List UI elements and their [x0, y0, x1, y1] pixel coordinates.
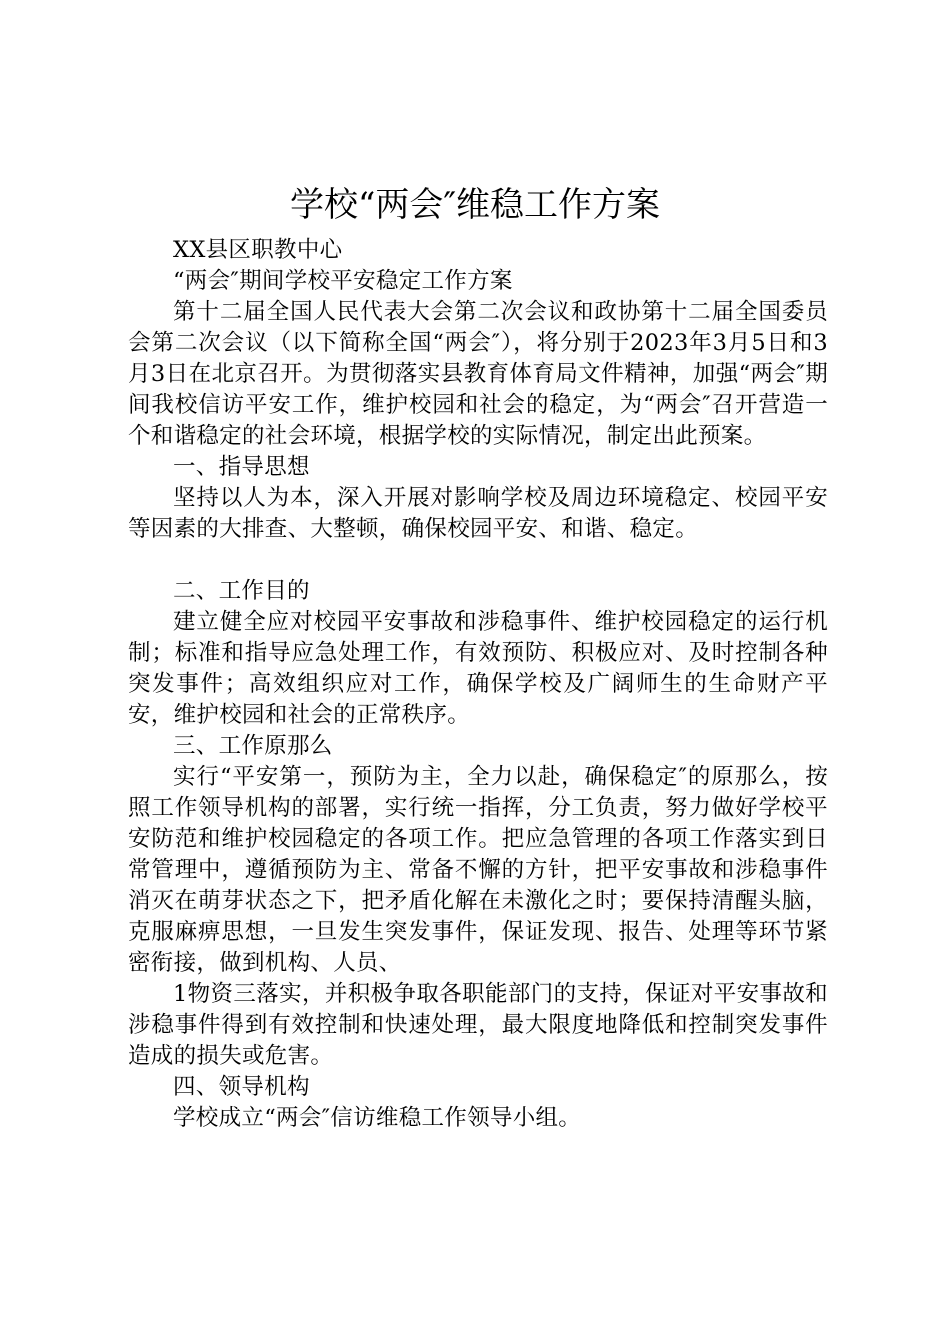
intro-paragraph: 第十二届全国人民代表大会第二次会议和政协第十二届全国委员会第二次会议（以下简称全国“两会″），将分别于2023年3月5日和3月3日在北京召开。为贯彻落实县教育体育局文件精神，加强“两会″期间我校信访平安工作，维护校园和社会的稳定，为“两会″召开营造一个和谐稳定的社会环境，根据学校的实际情况，制定出此预案。 [128, 299, 828, 449]
work-principles-paragraph: 实行“平安第一，预防为主，全力以赴，确保稳定″的原那么，按照工作领导机构的部署，实行统一指挥，分工负责，努力做好学校平安防范和维护校园稳定的各项工作。把应急管理的各项工作落实到日常管理中，遵循预防为主、常备不懈的方针，把平安事故和涉稳事件消灭在萌芽状态之下，把矛盾化解在未激化之时；要保持清醒头脑，克服麻痹思想，一旦发生突发事件，保证发现、报告、处理等环节紧密衔接，做到机构、人员、 [128, 764, 828, 976]
work-purpose-paragraph: 建立健全应对校园平安事故和涉稳事件、维护校园稳定的运行机制；标准和指导应急处理工作，有效预防、积极应对、及时控制各种突发事件；高效组织应对工作，确保学校及广阔师生的生命财产平安，维护校园和社会的正常秩序。 [128, 609, 828, 728]
resources-paragraph: 1物资三落实，并积极争取各职能部门的支持，保证对平安事故和涉稳事件得到有效控制和快速处理，最大限度地降低和控制突发事件造成的损失或危害。 [128, 981, 828, 1069]
document-body [128, 235, 828, 1134]
leadership-paragraph: 学校成立“两会″信访维稳工作领导小组。 [173, 1105, 582, 1131]
guiding-ideology-paragraph: 坚持以人为本，深入开展对影响学校及周边环境稳定、校园平安等因素的大排查、大整顿，确保校园平安、和谐、稳定。 [128, 485, 828, 542]
plan-subtitle: “两会″期间学校平安稳定工作方案 [173, 268, 513, 294]
section-heading-work-purpose: 二、工作目的 [173, 578, 310, 604]
document-title: 学校“两会″维稳工作方案 [289, 185, 661, 225]
paragraph-gap [128, 545, 828, 576]
section-heading-guiding-ideology: 一、指导思想 [173, 454, 310, 480]
section-heading-work-principles: 三、工作原那么 [173, 733, 333, 759]
organization-line: XX县区职教中心 [173, 237, 343, 263]
section-heading-leadership: 四、领导机构 [173, 1074, 310, 1100]
